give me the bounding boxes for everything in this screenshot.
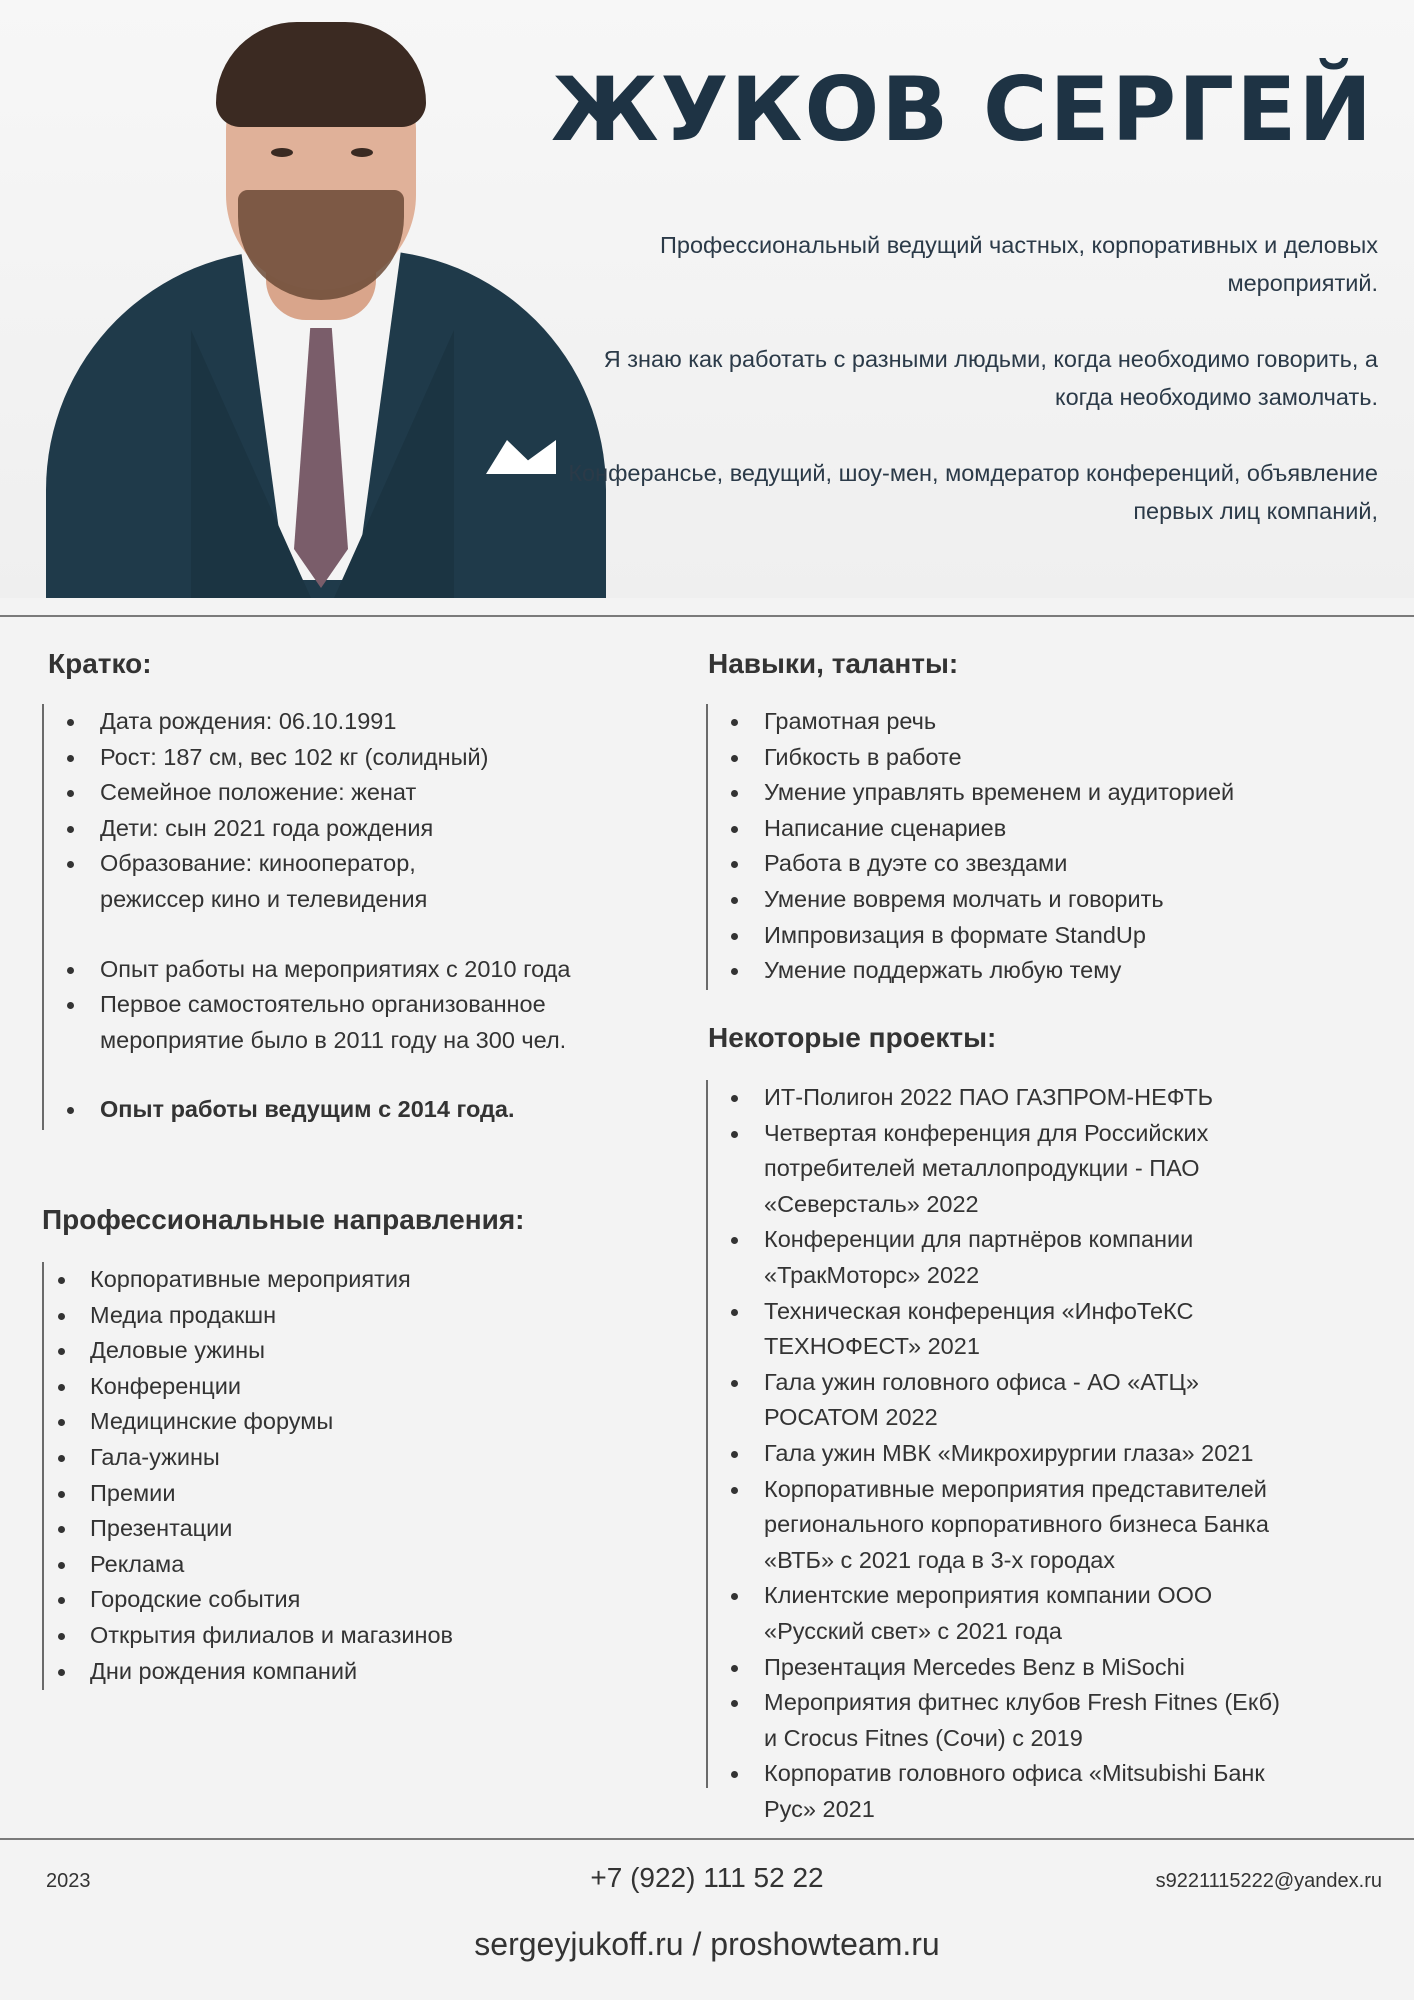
list-item: Опыт работы ведущим с 2014 года. <box>44 1092 632 1128</box>
list-item: Умение поддержать любую тему <box>708 953 1346 989</box>
footer-email: s9221115222@yandex.ru <box>1155 1870 1382 1892</box>
list-item: Корпоративные мероприятия <box>44 1262 622 1298</box>
list-item: Презентации <box>44 1511 622 1547</box>
list-item: Медиа продакшн <box>44 1298 622 1334</box>
directions-title: Профессиональные направления: <box>42 1204 525 1235</box>
list-item: Первое самостоятельно организованное мероприятие было в 2011 году на 300 чел. <box>44 987 584 1058</box>
person-name: ЖУКОВ СЕРГЕЙ <box>550 58 1374 161</box>
list-item: Реклама <box>44 1547 622 1583</box>
intro-paragraph-1: Профессиональный ведущий частных, корпоративных и деловых мероприятий. <box>660 232 1378 296</box>
intro-paragraph-2: Я знаю как работать с разными людьми, когда необходимо говорить, а когда необходимо замолчать. <box>603 346 1378 410</box>
list-item: Дата рождения: 06.10.1991 <box>44 704 632 740</box>
list-item: Опыт работы на мероприятиях с 2010 года <box>44 952 632 988</box>
divider-top <box>0 615 1414 617</box>
list-item: Мероприятия фитнес клубов Fresh Fitnes (Екб) и Crocus Fitnes (Сочи) с 2019 <box>708 1685 1298 1756</box>
list-item: Гала-ужины <box>44 1440 622 1476</box>
list-item: Клиентские мероприятия компании ООО «Русский свет» с 2021 года <box>708 1578 1248 1649</box>
list-item: Открытия филиалов и магазинов <box>44 1618 622 1654</box>
list-item: Корпоративные мероприятия представителей регионального корпоративного бизнеса Банка «ВТБ» с 2021 года в 3-х городах <box>708 1472 1298 1579</box>
list-item: Гала ужин головного офиса - АО «АТЦ» РОСАТОМ 2022 <box>708 1365 1248 1436</box>
list-item: Импровизация в формате StandUp <box>708 918 1346 954</box>
projects-list <box>706 1080 1346 1822</box>
list-item: Четвертая конференция для Российских потребителей металлопродукции - ПАО «Северсталь» 2022 <box>708 1116 1248 1223</box>
footer-websites: sergeyjukoff.ru / proshowteam.ru <box>474 1926 940 1962</box>
footer-phone: +7 (922) 111 52 22 <box>590 1862 824 1893</box>
list-item: Рост: 187 см, вес 102 кг (солидный) <box>44 740 632 776</box>
list-item: Умение вовремя молчать и говорить <box>708 882 1346 918</box>
list-item: Дети: сын 2021 года рождения <box>44 811 632 847</box>
list-item: Дни рождения компаний <box>44 1654 622 1690</box>
skills-list <box>706 704 1346 990</box>
list-item: Конференции <box>44 1369 622 1405</box>
portrait-photo <box>16 0 641 598</box>
list-item: Конференции для партнёров компании «ТракМоторс» 2022 <box>708 1222 1248 1293</box>
header <box>0 0 1414 598</box>
list-item: Городские события <box>44 1582 622 1618</box>
directions-list <box>42 1262 622 1690</box>
list-item: Гала ужин МВК «Микрохирургии глаза» 2021 <box>708 1436 1308 1472</box>
list-item: Премии <box>44 1476 622 1512</box>
list-item: Презентация Mercedes Benz в MiSochi <box>708 1650 1346 1686</box>
list-item: Медицинские форумы <box>44 1404 622 1440</box>
list-item: Грамотная речь <box>708 704 1346 740</box>
intro-text <box>558 226 1378 568</box>
list-item: Семейное положение: женат <box>44 775 632 811</box>
brief-title: Кратко: <box>48 648 152 679</box>
list-item: Корпоратив головного офиса «Mitsubishi Банк Рус» 2021 <box>708 1756 1298 1827</box>
brief-list <box>42 704 632 1130</box>
list-item: Деловые ужины <box>44 1333 622 1369</box>
projects-title: Некоторые проекты: <box>708 1022 997 1053</box>
intro-paragraph-3: Конферансье, ведущий, шоу-мен, момдератор конференций, объявление первых лиц компаний, <box>568 460 1378 524</box>
list-item: Гибкость в работе <box>708 740 1346 776</box>
list-item: Техническая конференция «ИнфоТеКС ТЕХНОФЕСТ» 2021 <box>708 1294 1248 1365</box>
divider-bottom <box>0 1838 1414 1840</box>
list-item: Образование: кинооператор, режиссер кино и телевидения <box>44 846 454 917</box>
list-item: Умение управлять временем и аудиторией <box>708 775 1346 811</box>
footer-year: 2023 <box>46 1870 91 1892</box>
skills-title: Навыки, таланты: <box>708 648 959 679</box>
list-item: ИТ-Полигон 2022 ПАО ГАЗПРОМ-НЕФТЬ <box>708 1080 1346 1116</box>
list-item: Написание сценариев <box>708 811 1346 847</box>
list-item: Работа в дуэте со звездами <box>708 846 1346 882</box>
